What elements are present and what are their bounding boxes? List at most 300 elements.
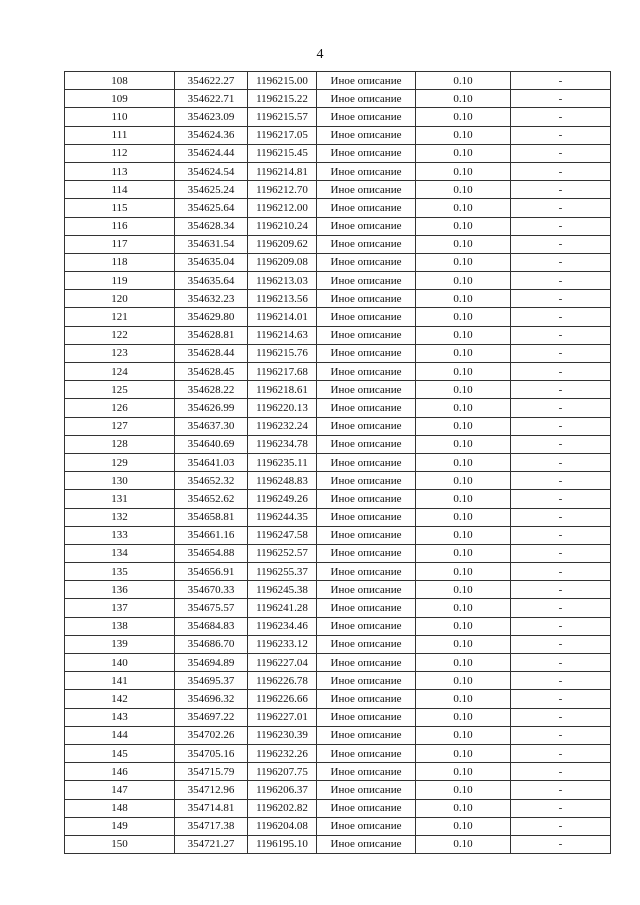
y-coordinate-cell: 1196217.68 [248, 363, 317, 381]
accuracy-cell: 0.10 [416, 817, 511, 835]
point-number-cell: 122 [65, 326, 175, 344]
description-cell: Иное описание [317, 544, 416, 562]
x-coordinate-cell: 354694.89 [175, 654, 248, 672]
point-number-cell: 140 [65, 654, 175, 672]
y-coordinate-cell: 1196209.08 [248, 253, 317, 271]
y-coordinate-cell: 1196230.39 [248, 726, 317, 744]
description-cell: Иное описание [317, 308, 416, 326]
table-row [65, 126, 611, 144]
accuracy-cell: 0.10 [416, 781, 511, 799]
table-row [65, 435, 611, 453]
extra-cell: - [511, 217, 611, 235]
description-cell: Иное описание [317, 399, 416, 417]
accuracy-cell: 0.10 [416, 235, 511, 253]
x-coordinate-cell: 354628.45 [175, 363, 248, 381]
extra-cell: - [511, 363, 611, 381]
accuracy-cell: 0.10 [416, 72, 511, 90]
x-coordinate-cell: 354622.27 [175, 72, 248, 90]
table-row [65, 381, 611, 399]
x-coordinate-cell: 354670.33 [175, 581, 248, 599]
x-coordinate-cell: 354629.80 [175, 308, 248, 326]
y-coordinate-cell: 1196255.37 [248, 563, 317, 581]
description-cell: Иное описание [317, 381, 416, 399]
accuracy-cell: 0.10 [416, 490, 511, 508]
y-coordinate-cell: 1196213.56 [248, 290, 317, 308]
description-cell: Иное описание [317, 654, 416, 672]
x-coordinate-cell: 354631.54 [175, 235, 248, 253]
point-number-cell: 143 [65, 708, 175, 726]
extra-cell: - [511, 581, 611, 599]
table-row [65, 399, 611, 417]
table-row [65, 181, 611, 199]
description-cell: Иное описание [317, 363, 416, 381]
accuracy-cell: 0.10 [416, 526, 511, 544]
accuracy-cell: 0.10 [416, 635, 511, 653]
x-coordinate-cell: 354702.26 [175, 726, 248, 744]
description-cell: Иное описание [317, 290, 416, 308]
point-number-cell: 110 [65, 108, 175, 126]
accuracy-cell: 0.10 [416, 508, 511, 526]
x-coordinate-cell: 354624.36 [175, 126, 248, 144]
table-row [65, 744, 611, 762]
y-coordinate-cell: 1196245.38 [248, 581, 317, 599]
accuracy-cell: 0.10 [416, 290, 511, 308]
point-number-cell: 125 [65, 381, 175, 399]
extra-cell: - [511, 72, 611, 90]
extra-cell: - [511, 563, 611, 581]
point-number-cell: 136 [65, 581, 175, 599]
table-row [65, 690, 611, 708]
y-coordinate-cell: 1196204.08 [248, 817, 317, 835]
point-number-cell: 116 [65, 217, 175, 235]
description-cell: Иное описание [317, 817, 416, 835]
table-row [65, 781, 611, 799]
description-cell: Иное описание [317, 126, 416, 144]
x-coordinate-cell: 354628.81 [175, 326, 248, 344]
accuracy-cell: 0.10 [416, 544, 511, 562]
description-cell: Иное описание [317, 181, 416, 199]
description-cell: Иное описание [317, 326, 416, 344]
accuracy-cell: 0.10 [416, 363, 511, 381]
accuracy-cell: 0.10 [416, 563, 511, 581]
extra-cell: - [511, 763, 611, 781]
extra-cell: - [511, 381, 611, 399]
y-coordinate-cell: 1196202.82 [248, 799, 317, 817]
accuracy-cell: 0.10 [416, 472, 511, 490]
table-row [65, 253, 611, 271]
point-number-cell: 126 [65, 399, 175, 417]
x-coordinate-cell: 354715.79 [175, 763, 248, 781]
extra-cell: - [511, 526, 611, 544]
point-number-cell: 130 [65, 472, 175, 490]
coordinates-table [64, 71, 611, 854]
description-cell: Иное описание [317, 253, 416, 271]
x-coordinate-cell: 354654.88 [175, 544, 248, 562]
y-coordinate-cell: 1196220.13 [248, 399, 317, 417]
table-row [65, 72, 611, 90]
accuracy-cell: 0.10 [416, 272, 511, 290]
extra-cell: - [511, 817, 611, 835]
extra-cell: - [511, 744, 611, 762]
accuracy-cell: 0.10 [416, 672, 511, 690]
point-number-cell: 112 [65, 144, 175, 162]
description-cell: Иное описание [317, 508, 416, 526]
description-cell: Иное описание [317, 690, 416, 708]
table-row [65, 162, 611, 180]
table-row [65, 217, 611, 235]
point-number-cell: 123 [65, 344, 175, 362]
y-coordinate-cell: 1196195.10 [248, 835, 317, 853]
point-number-cell: 131 [65, 490, 175, 508]
point-number-cell: 146 [65, 763, 175, 781]
y-coordinate-cell: 1196215.00 [248, 72, 317, 90]
accuracy-cell: 0.10 [416, 835, 511, 853]
extra-cell: - [511, 799, 611, 817]
accuracy-cell: 0.10 [416, 90, 511, 108]
accuracy-cell: 0.10 [416, 599, 511, 617]
description-cell: Иное описание [317, 472, 416, 490]
description-cell: Иное описание [317, 799, 416, 817]
description-cell: Иное описание [317, 563, 416, 581]
x-coordinate-cell: 354712.96 [175, 781, 248, 799]
point-number-cell: 129 [65, 453, 175, 471]
point-number-cell: 113 [65, 162, 175, 180]
accuracy-cell: 0.10 [416, 581, 511, 599]
y-coordinate-cell: 1196213.03 [248, 272, 317, 290]
y-coordinate-cell: 1196247.58 [248, 526, 317, 544]
y-coordinate-cell: 1196226.66 [248, 690, 317, 708]
table-row [65, 326, 611, 344]
y-coordinate-cell: 1196235.11 [248, 453, 317, 471]
table-row [65, 417, 611, 435]
x-coordinate-cell: 354717.38 [175, 817, 248, 835]
description-cell: Иное описание [317, 435, 416, 453]
y-coordinate-cell: 1196249.26 [248, 490, 317, 508]
description-cell: Иное описание [317, 744, 416, 762]
accuracy-cell: 0.10 [416, 253, 511, 271]
table-row [65, 672, 611, 690]
y-coordinate-cell: 1196218.61 [248, 381, 317, 399]
table-row [65, 544, 611, 562]
extra-cell: - [511, 326, 611, 344]
accuracy-cell: 0.10 [416, 654, 511, 672]
table-row [65, 654, 611, 672]
x-coordinate-cell: 354686.70 [175, 635, 248, 653]
description-cell: Иное описание [317, 490, 416, 508]
extra-cell: - [511, 144, 611, 162]
point-number-cell: 138 [65, 617, 175, 635]
table-row [65, 490, 611, 508]
table-row [65, 835, 611, 853]
x-coordinate-cell: 354640.69 [175, 435, 248, 453]
y-coordinate-cell: 1196234.78 [248, 435, 317, 453]
table-row [65, 199, 611, 217]
point-number-cell: 133 [65, 526, 175, 544]
point-number-cell: 148 [65, 799, 175, 817]
y-coordinate-cell: 1196215.22 [248, 90, 317, 108]
description-cell: Иное описание [317, 781, 416, 799]
table-row [65, 635, 611, 653]
x-coordinate-cell: 354637.30 [175, 417, 248, 435]
table-row [65, 726, 611, 744]
extra-cell: - [511, 544, 611, 562]
table-row [65, 526, 611, 544]
point-number-cell: 108 [65, 72, 175, 90]
point-number-cell: 118 [65, 253, 175, 271]
table-row [65, 799, 611, 817]
extra-cell: - [511, 508, 611, 526]
accuracy-cell: 0.10 [416, 744, 511, 762]
accuracy-cell: 0.10 [416, 217, 511, 235]
point-number-cell: 134 [65, 544, 175, 562]
table-row [65, 308, 611, 326]
y-coordinate-cell: 1196217.05 [248, 126, 317, 144]
description-cell: Иное описание [317, 344, 416, 362]
description-cell: Иное описание [317, 453, 416, 471]
y-coordinate-cell: 1196206.37 [248, 781, 317, 799]
point-number-cell: 120 [65, 290, 175, 308]
extra-cell: - [511, 635, 611, 653]
accuracy-cell: 0.10 [416, 199, 511, 217]
description-cell: Иное описание [317, 835, 416, 853]
table-row [65, 363, 611, 381]
y-coordinate-cell: 1196233.12 [248, 635, 317, 653]
accuracy-cell: 0.10 [416, 162, 511, 180]
extra-cell: - [511, 617, 611, 635]
y-coordinate-cell: 1196212.00 [248, 199, 317, 217]
x-coordinate-cell: 354628.44 [175, 344, 248, 362]
accuracy-cell: 0.10 [416, 181, 511, 199]
accuracy-cell: 0.10 [416, 453, 511, 471]
point-number-cell: 121 [65, 308, 175, 326]
extra-cell: - [511, 308, 611, 326]
description-cell: Иное описание [317, 217, 416, 235]
extra-cell: - [511, 708, 611, 726]
x-coordinate-cell: 354658.81 [175, 508, 248, 526]
y-coordinate-cell: 1196207.75 [248, 763, 317, 781]
extra-cell: - [511, 272, 611, 290]
accuracy-cell: 0.10 [416, 435, 511, 453]
extra-cell: - [511, 690, 611, 708]
y-coordinate-cell: 1196215.76 [248, 344, 317, 362]
description-cell: Иное описание [317, 617, 416, 635]
y-coordinate-cell: 1196215.45 [248, 144, 317, 162]
accuracy-cell: 0.10 [416, 308, 511, 326]
point-number-cell: 150 [65, 835, 175, 853]
x-coordinate-cell: 354675.57 [175, 599, 248, 617]
point-number-cell: 111 [65, 126, 175, 144]
extra-cell: - [511, 472, 611, 490]
point-number-cell: 139 [65, 635, 175, 653]
y-coordinate-cell: 1196241.28 [248, 599, 317, 617]
extra-cell: - [511, 399, 611, 417]
y-coordinate-cell: 1196248.83 [248, 472, 317, 490]
x-coordinate-cell: 354624.54 [175, 162, 248, 180]
table-row [65, 763, 611, 781]
x-coordinate-cell: 354695.37 [175, 672, 248, 690]
accuracy-cell: 0.10 [416, 417, 511, 435]
description-cell: Иное описание [317, 672, 416, 690]
extra-cell: - [511, 108, 611, 126]
description-cell: Иное описание [317, 199, 416, 217]
point-number-cell: 117 [65, 235, 175, 253]
extra-cell: - [511, 290, 611, 308]
y-coordinate-cell: 1196215.57 [248, 108, 317, 126]
extra-cell: - [511, 490, 611, 508]
accuracy-cell: 0.10 [416, 708, 511, 726]
x-coordinate-cell: 354696.32 [175, 690, 248, 708]
x-coordinate-cell: 354622.71 [175, 90, 248, 108]
x-coordinate-cell: 354714.81 [175, 799, 248, 817]
accuracy-cell: 0.10 [416, 108, 511, 126]
accuracy-cell: 0.10 [416, 726, 511, 744]
extra-cell: - [511, 435, 611, 453]
extra-cell: - [511, 417, 611, 435]
x-coordinate-cell: 354652.62 [175, 490, 248, 508]
y-coordinate-cell: 1196214.01 [248, 308, 317, 326]
accuracy-cell: 0.10 [416, 381, 511, 399]
point-number-cell: 109 [65, 90, 175, 108]
point-number-cell: 132 [65, 508, 175, 526]
x-coordinate-cell: 354697.22 [175, 708, 248, 726]
point-number-cell: 115 [65, 199, 175, 217]
point-number-cell: 142 [65, 690, 175, 708]
description-cell: Иное описание [317, 708, 416, 726]
x-coordinate-cell: 354635.04 [175, 253, 248, 271]
y-coordinate-cell: 1196212.70 [248, 181, 317, 199]
x-coordinate-cell: 354625.24 [175, 181, 248, 199]
accuracy-cell: 0.10 [416, 799, 511, 817]
x-coordinate-cell: 354625.64 [175, 199, 248, 217]
y-coordinate-cell: 1196209.62 [248, 235, 317, 253]
extra-cell: - [511, 162, 611, 180]
table-body [65, 72, 611, 854]
extra-cell: - [511, 672, 611, 690]
y-coordinate-cell: 1196214.63 [248, 326, 317, 344]
table-row [65, 344, 611, 362]
page-number: 4 [316, 47, 324, 62]
extra-cell: - [511, 90, 611, 108]
extra-cell: - [511, 126, 611, 144]
description-cell: Иное описание [317, 235, 416, 253]
table-row [65, 581, 611, 599]
accuracy-cell: 0.10 [416, 399, 511, 417]
point-number-cell: 145 [65, 744, 175, 762]
y-coordinate-cell: 1196226.78 [248, 672, 317, 690]
extra-cell: - [511, 344, 611, 362]
description-cell: Иное описание [317, 417, 416, 435]
extra-cell: - [511, 181, 611, 199]
x-coordinate-cell: 354656.91 [175, 563, 248, 581]
description-cell: Иное описание [317, 90, 416, 108]
extra-cell: - [511, 453, 611, 471]
description-cell: Иное описание [317, 162, 416, 180]
table-row [65, 290, 611, 308]
y-coordinate-cell: 1196214.81 [248, 162, 317, 180]
description-cell: Иное описание [317, 581, 416, 599]
description-cell: Иное описание [317, 72, 416, 90]
point-number-cell: 144 [65, 726, 175, 744]
table-row [65, 563, 611, 581]
description-cell: Иное описание [317, 599, 416, 617]
extra-cell: - [511, 253, 611, 271]
accuracy-cell: 0.10 [416, 617, 511, 635]
point-number-cell: 149 [65, 817, 175, 835]
x-coordinate-cell: 354626.99 [175, 399, 248, 417]
y-coordinate-cell: 1196227.01 [248, 708, 317, 726]
y-coordinate-cell: 1196210.24 [248, 217, 317, 235]
x-coordinate-cell: 354632.23 [175, 290, 248, 308]
y-coordinate-cell: 1196232.24 [248, 417, 317, 435]
extra-cell: - [511, 781, 611, 799]
point-number-cell: 137 [65, 599, 175, 617]
description-cell: Иное описание [317, 526, 416, 544]
extra-cell: - [511, 235, 611, 253]
x-coordinate-cell: 354684.83 [175, 617, 248, 635]
x-coordinate-cell: 354661.16 [175, 526, 248, 544]
point-number-cell: 135 [65, 563, 175, 581]
y-coordinate-cell: 1196227.04 [248, 654, 317, 672]
x-coordinate-cell: 354652.32 [175, 472, 248, 490]
accuracy-cell: 0.10 [416, 126, 511, 144]
table-row [65, 472, 611, 490]
point-number-cell: 128 [65, 435, 175, 453]
x-coordinate-cell: 354721.27 [175, 835, 248, 853]
extra-cell: - [511, 199, 611, 217]
y-coordinate-cell: 1196234.46 [248, 617, 317, 635]
table-row [65, 108, 611, 126]
description-cell: Иное описание [317, 763, 416, 781]
extra-cell: - [511, 654, 611, 672]
accuracy-cell: 0.10 [416, 326, 511, 344]
description-cell: Иное описание [317, 108, 416, 126]
x-coordinate-cell: 354705.16 [175, 744, 248, 762]
table-row [65, 617, 611, 635]
table-row [65, 508, 611, 526]
description-cell: Иное описание [317, 144, 416, 162]
x-coordinate-cell: 354628.22 [175, 381, 248, 399]
description-cell: Иное описание [317, 726, 416, 744]
table-row [65, 453, 611, 471]
point-number-cell: 127 [65, 417, 175, 435]
description-cell: Иное описание [317, 272, 416, 290]
accuracy-cell: 0.10 [416, 144, 511, 162]
extra-cell: - [511, 599, 611, 617]
table-row [65, 272, 611, 290]
description-cell: Иное описание [317, 635, 416, 653]
x-coordinate-cell: 354628.34 [175, 217, 248, 235]
table-row [65, 817, 611, 835]
point-number-cell: 124 [65, 363, 175, 381]
point-number-cell: 147 [65, 781, 175, 799]
y-coordinate-cell: 1196244.35 [248, 508, 317, 526]
table-row [65, 144, 611, 162]
table-row [65, 708, 611, 726]
table-row [65, 90, 611, 108]
x-coordinate-cell: 354635.64 [175, 272, 248, 290]
extra-cell: - [511, 726, 611, 744]
y-coordinate-cell: 1196232.26 [248, 744, 317, 762]
point-number-cell: 114 [65, 181, 175, 199]
accuracy-cell: 0.10 [416, 690, 511, 708]
table-row [65, 599, 611, 617]
extra-cell: - [511, 835, 611, 853]
accuracy-cell: 0.10 [416, 344, 511, 362]
x-coordinate-cell: 354641.03 [175, 453, 248, 471]
y-coordinate-cell: 1196252.57 [248, 544, 317, 562]
x-coordinate-cell: 354623.09 [175, 108, 248, 126]
accuracy-cell: 0.10 [416, 763, 511, 781]
